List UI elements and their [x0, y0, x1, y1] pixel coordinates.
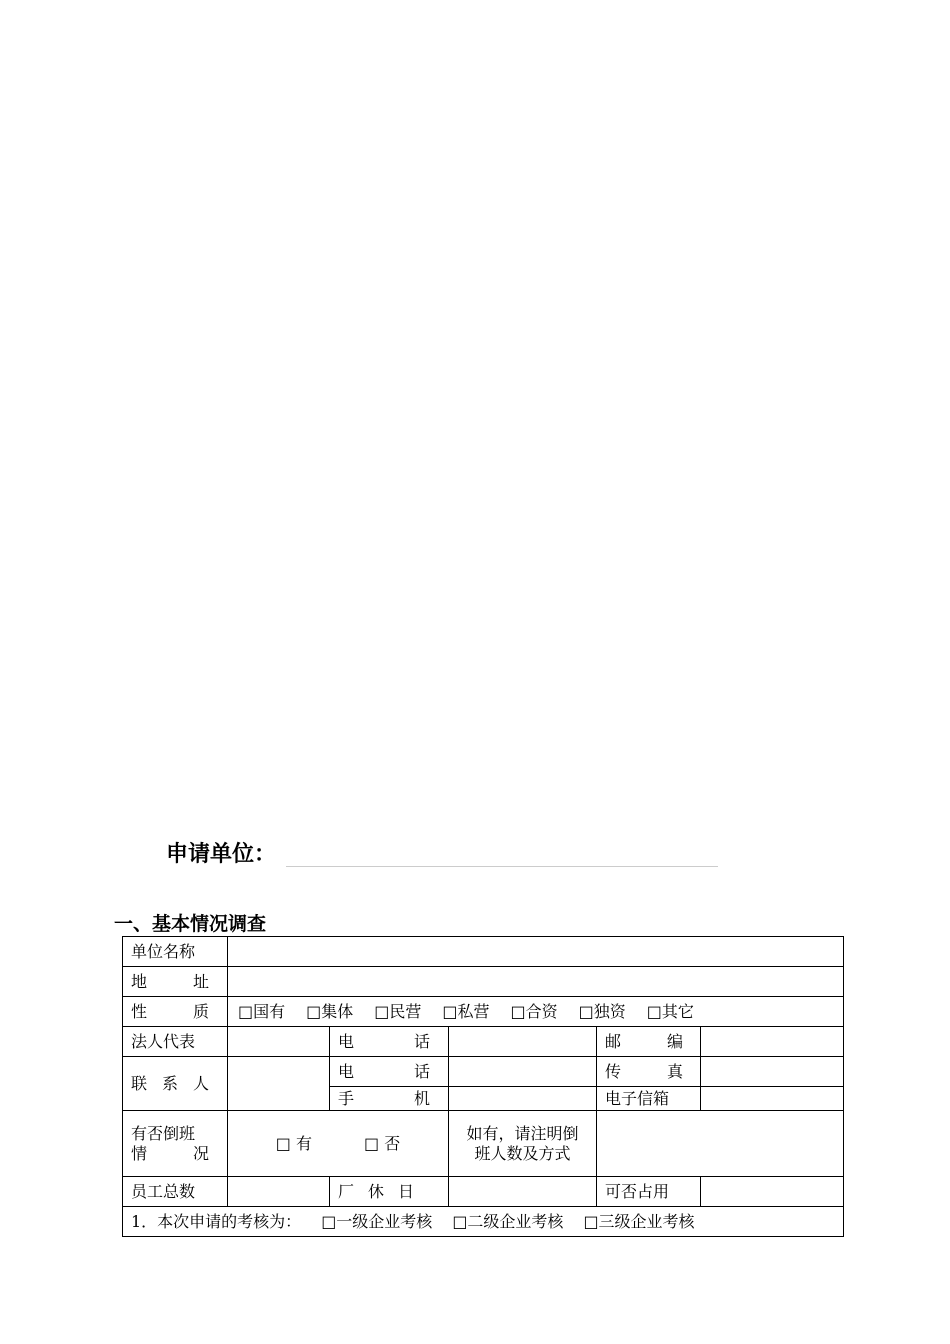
row-unit-name [123, 937, 844, 967]
fax-label: 传 真 [597, 1057, 701, 1087]
section-title: 一、基本情况调查 [114, 913, 267, 935]
contact-value[interactable] [228, 1057, 330, 1111]
postcode-value[interactable] [701, 1027, 844, 1057]
mobile-value[interactable] [449, 1087, 597, 1111]
nature-option-other[interactable]: □其它 [646, 1001, 694, 1021]
row-nature [123, 997, 844, 1027]
row-staff [123, 1177, 844, 1207]
basic-info-table [122, 936, 844, 1237]
applicant-label: 申请单位： [166, 842, 277, 867]
applicant-input-line[interactable] [286, 866, 718, 867]
rest-day-label: 厂 休 日 [330, 1177, 449, 1207]
row-contact [123, 1057, 844, 1087]
unit-name-label: 单位名称 [123, 937, 228, 967]
nature-option-private-owned[interactable]: □民营 [374, 1001, 422, 1021]
postcode-label: 邮 编 [597, 1027, 701, 1057]
address-value[interactable] [228, 967, 844, 997]
row-address [123, 967, 844, 997]
occupy-label: 可否占用 [597, 1177, 701, 1207]
assessment-row [123, 1207, 844, 1237]
shift-label: 有否倒班 情 况 [123, 1111, 228, 1177]
staff-total-value[interactable] [228, 1177, 330, 1207]
nature-options [228, 997, 844, 1027]
legal-rep-value[interactable] [228, 1027, 330, 1057]
contact-phone-label: 电 话 [330, 1057, 449, 1087]
row-assessment [123, 1207, 844, 1237]
contact-phone-value[interactable] [449, 1057, 597, 1087]
email-label: 电子信箱 [597, 1087, 701, 1111]
mobile-label: 手 机 [330, 1087, 449, 1111]
nature-label: 性 质 [123, 997, 228, 1027]
applicant-field [166, 836, 276, 870]
row-shift [123, 1111, 844, 1177]
rest-day-value[interactable] [449, 1177, 597, 1207]
staff-total-label: 员工总数 [123, 1177, 228, 1207]
nature-option-collective[interactable]: □集体 [306, 1001, 354, 1021]
assessment-level-3[interactable]: □三级企业考核 [583, 1211, 695, 1231]
shift-note-label: 如有，请注明倒班人数及方式 [449, 1111, 597, 1177]
unit-name-value[interactable] [228, 937, 844, 967]
fax-value[interactable] [701, 1057, 844, 1087]
contact-label: 联 系 人 [123, 1057, 228, 1111]
occupy-value[interactable] [701, 1177, 844, 1207]
nature-option-sole[interactable]: □独资 [578, 1001, 626, 1021]
shift-options [228, 1111, 449, 1177]
nature-option-state[interactable]: □国有 [238, 1001, 286, 1021]
shift-no-checkbox[interactable]: □ 否 [364, 1133, 401, 1153]
phone-label: 电 话 [330, 1027, 449, 1057]
shift-note-value[interactable] [597, 1111, 844, 1177]
assessment-prefix: 1．本次申请的考核为： [131, 1211, 302, 1231]
nature-option-joint-venture[interactable]: □合资 [510, 1001, 558, 1021]
assessment-level-1[interactable]: □一级企业考核 [321, 1211, 433, 1231]
shift-yes-checkbox[interactable]: □ 有 [275, 1133, 312, 1153]
row-legal-rep [123, 1027, 844, 1057]
phone-value[interactable] [449, 1027, 597, 1057]
nature-option-private[interactable]: □私营 [442, 1001, 490, 1021]
email-value[interactable] [701, 1087, 844, 1111]
legal-rep-label: 法人代表 [123, 1027, 228, 1057]
address-label: 地 址 [123, 967, 228, 997]
assessment-level-2[interactable]: □二级企业考核 [452, 1211, 564, 1231]
